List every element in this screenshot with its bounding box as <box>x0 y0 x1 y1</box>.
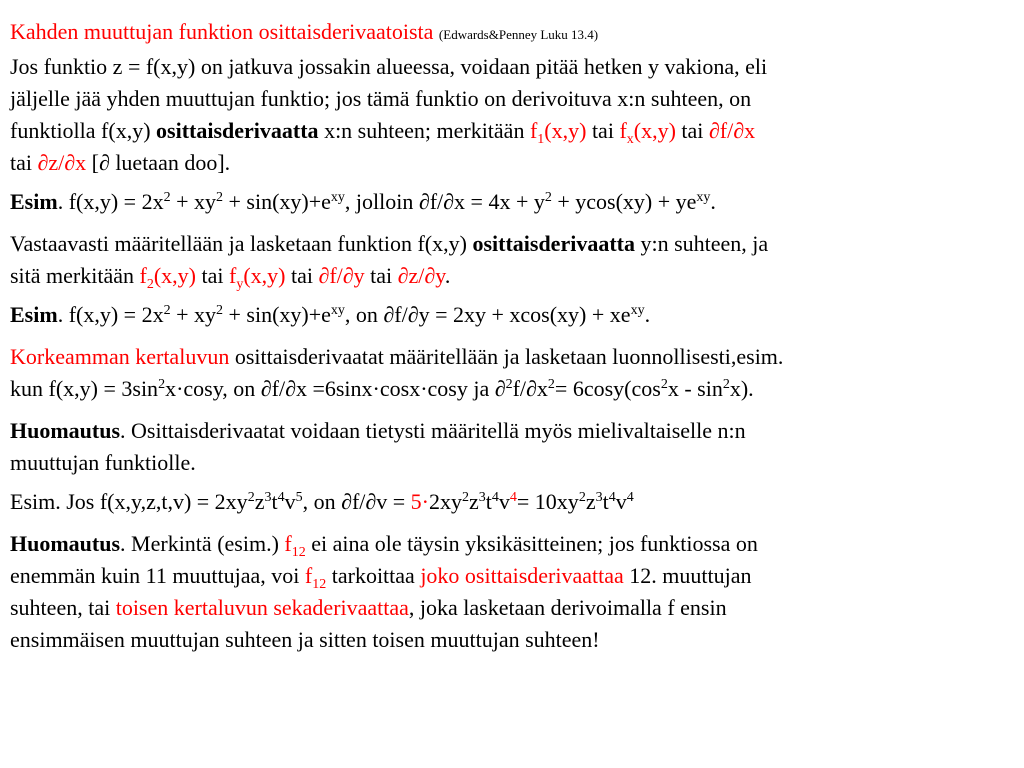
term-sekaderivaatta: toisen kertaluvun sekaderivaattaa <box>115 595 409 620</box>
factor-5: 5· <box>410 489 429 514</box>
notation-dfdx: ∂f/∂x <box>708 118 756 143</box>
note-label: Huomautus <box>10 418 121 443</box>
text: x:n suhteen; merkitään <box>318 118 530 143</box>
note-2-line-4: ensimmäisen muuttujan suhteen ja sitten toisen muuttujan suhteen! <box>10 627 600 652</box>
note-2-line-1: Huomautus. Merkintä (esim.) $f_{12}$ ei aina ole täysin yksikäsitteinen; jos funktiossa on <box>10 531 758 560</box>
term-osittaisderivaatta: osittaisderivaatta <box>472 231 635 256</box>
para2-line-2: sitä merkitään $f_2(x,y)$ tai $f_y(x,y)$ tai ∂f/∂y tai ∂z/∂y. <box>10 263 451 292</box>
exponent-4: 4 <box>509 490 517 505</box>
notation-fy: $f_y(x,y)$ <box>229 263 286 292</box>
example-3: Esim. Jos $f(x,y,z,t,v) = 2xy^2z^3t^4v^5$, on $\partial f/\partial v = 5\cdot 2xy^2z^3t^4v^4= 10xy^2z^3t^4v^4$ <box>10 489 634 514</box>
higher-order-line-2: kun $f(x,y) = 3\sin^2x\cdot\cos y$, on ∂f/∂x =6sinx·cosx·cosy ja $\partial^2f/\partial x^2= 6\cos y(\cos^2x - \sin^2x)$. <box>10 376 754 401</box>
term-osittaisderivaatta: osittaisderivaatta <box>156 118 319 143</box>
notation-fx: $f_x(x,y)$ <box>619 118 676 147</box>
notation-dfdy: ∂f/∂y <box>318 263 365 288</box>
intro-line-4 <box>10 147 1016 179</box>
title-main: Kahden muuttujan funktion osittaisderivaatoista <box>10 19 434 44</box>
term-joko-osittaisderivaattaa: joko osittaisderivaattaa <box>420 563 624 588</box>
note-2-line-3: suhteen, tai toisen kertaluvun sekaderivaattaa, joka lasketaan derivoimalla f ensin <box>10 595 727 620</box>
intro-line-3 <box>10 115 1016 147</box>
example-label: Esim <box>10 302 58 327</box>
para2-line-1: Vastaavasti määritellään ja lasketaan funktion f(x,y) osittaisderivaatta y:n suhteen, ja <box>10 231 769 256</box>
notation-f12: $f_{12}$ <box>304 563 327 592</box>
note-label: Huomautus <box>10 531 121 556</box>
term-korkeamman-kertaluvun: Korkeamman kertaluvun <box>10 344 230 369</box>
notation-dzdy: ∂z/∂y <box>397 263 445 288</box>
note-2-line-2: enemmän kuin 11 muuttujaa, voi $f_{12}$ tarkoittaa joko osittaisderivaattaa 12. muuttujan <box>10 563 752 592</box>
text: tai <box>10 150 38 175</box>
note-1-line-1: Huomautus. Osittaisderivaatat voidaan tietysti määritellä myös mielivaltaiselle n:n <box>10 418 746 443</box>
higher-order-line-1: Korkeamman kertaluvun osittaisderivaatat määritellään ja lasketaan luonnollisesti,esim. <box>10 344 784 369</box>
text: tai <box>675 118 709 143</box>
intro-line-2: jäljelle jää yhden muuttujan funktio; jos tämä funktio on derivoituva x:n suhteen, on <box>10 86 752 111</box>
example-label: Esim <box>10 189 58 214</box>
text: funktiolla f(x,y) <box>10 118 157 143</box>
slide <box>10 16 1016 656</box>
intro-line-1: Jos funktio z = f(x,y) on jatkuva jossakin alueessa, voidaan pitää hetken y vakiona, eli <box>10 54 768 79</box>
slide-title <box>10 16 1016 51</box>
notation-f12: $f_{12}$ <box>284 531 306 560</box>
example-2: Esim. $f(x,y) = 2x^2 + xy^2 + \sin(xy)+e^{xy}$, on $\partial f/\partial y = 2xy + xcos(xy) + xe^{xy}$. <box>10 302 651 327</box>
title-reference: (Edwards&Penney Luku 13.4) <box>438 27 599 42</box>
note-1-line-2: muuttujan funktiolle. <box>10 450 196 475</box>
text: [∂ luetaan doo]. <box>86 150 231 175</box>
notation-dzdx: ∂z/∂x <box>37 150 87 175</box>
text: tai <box>586 118 620 143</box>
example-1: Esim. $f(x,y) = 2x^2 + xy^2 + \sin(xy)+e^{xy}$, jolloin $\partial f/\partial x = 4x + y^2 + ycos(xy) + ye^{xy}$. <box>10 189 716 214</box>
notation-f2: $f_2(x,y)$ <box>139 263 196 292</box>
notation-f1: $f_1(x,y)$ <box>529 118 587 147</box>
